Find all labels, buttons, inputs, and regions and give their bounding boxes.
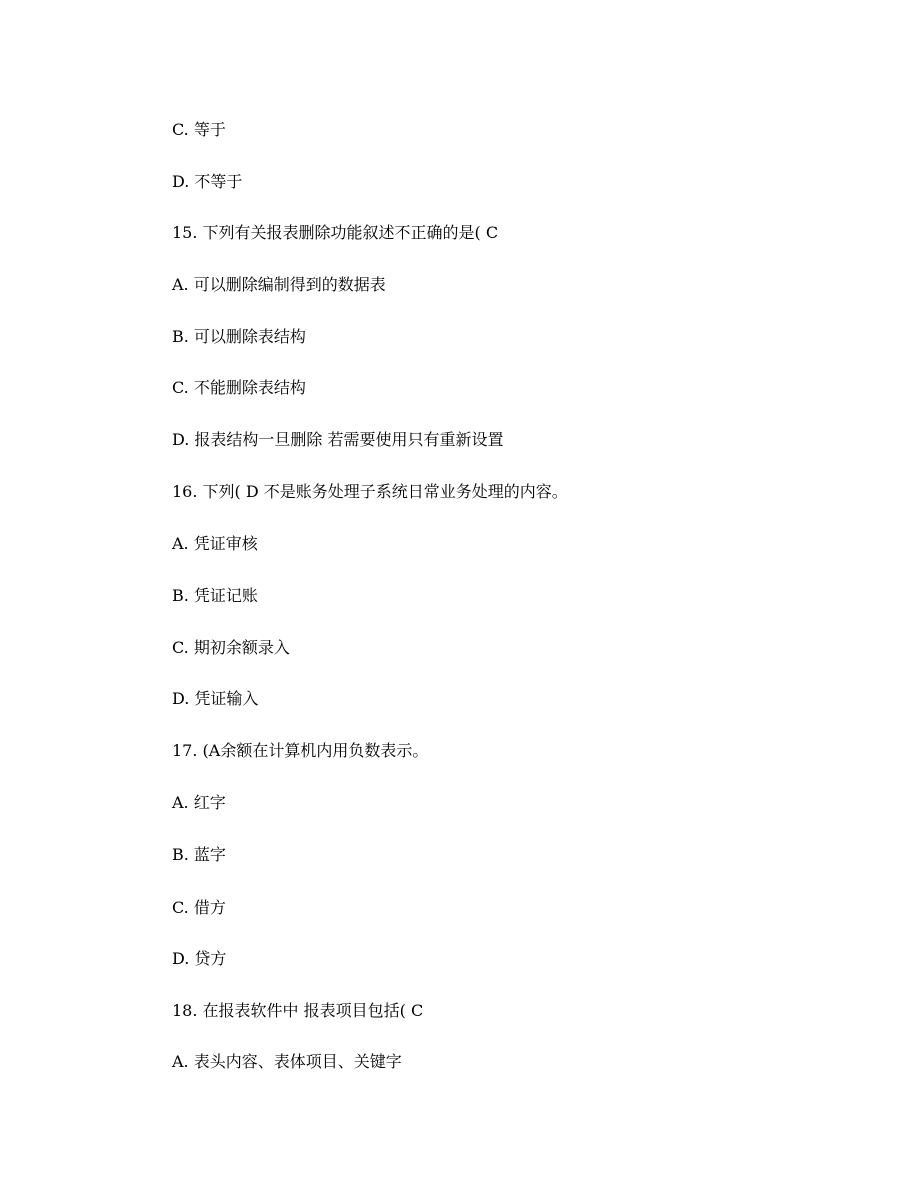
option-line: D. 贷方 xyxy=(172,949,227,968)
option-line: A. 凭证审核 xyxy=(172,534,258,553)
question-line: 18. 在报表软件中 报表项目包括( C xyxy=(172,1001,424,1020)
option-line: B. 可以删除表结构 xyxy=(172,327,306,346)
option-line: D. 凭证输入 xyxy=(172,689,259,708)
option-line: C. 不能删除表结构 xyxy=(172,378,306,397)
option-line: B. 蓝字 xyxy=(172,845,226,864)
option-line: C. 等于 xyxy=(172,120,226,139)
option-line: A. 红字 xyxy=(172,793,226,812)
option-line: B. 凭证记账 xyxy=(172,586,258,605)
option-line: A. 可以删除编制得到的数据表 xyxy=(172,275,386,294)
question-line: 16. 下列( D 不是账务处理子系统日常业务处理的内容。 xyxy=(172,482,568,501)
question-line: 17. (A余额在计算机内用负数表示。 xyxy=(172,741,429,760)
option-line: D. 报表结构一旦删除 若需要使用只有重新设置 xyxy=(172,430,504,449)
option-line: C. 期初余额录入 xyxy=(172,638,290,657)
option-line: A. 表头内容、表体项目、关键字 xyxy=(172,1052,402,1071)
option-line: C. 借方 xyxy=(172,898,226,917)
question-line: 15. 下列有关报表删除功能叙述不正确的是( C xyxy=(172,223,499,242)
option-line: D. 不等于 xyxy=(172,172,243,191)
